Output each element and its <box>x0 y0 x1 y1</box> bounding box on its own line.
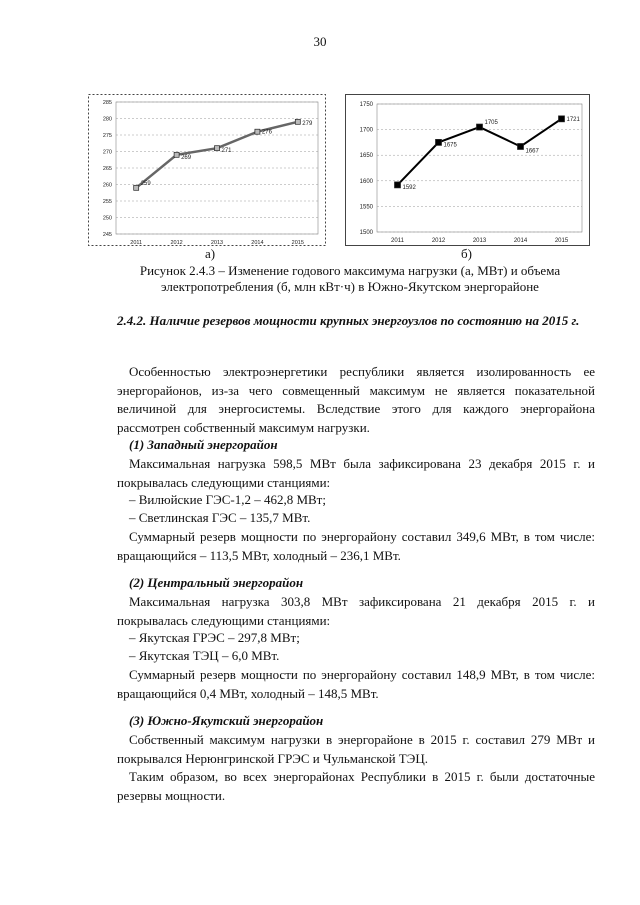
intro-paragraph: Особенностью электроэнергетики республики является изолированность ее энергорайонов, из-за чего совмещенный максимум не является показательной величиной для энергосистемы. Вследствие этого для каждого энергорайона рассмотрен собственный максимум нагрузки. <box>117 364 595 435</box>
section-heading: 2.4.2. Наличие резервов мощности крупных энергоузлов по состоянию на 2015 г. <box>117 313 580 328</box>
data-label: 271 <box>221 148 232 155</box>
y-tick-label: 265 <box>102 166 112 172</box>
data-label: 259 <box>140 180 151 187</box>
x-tick-label: 2012 <box>431 238 446 244</box>
data-label: 279 <box>302 120 313 127</box>
y-tick-label: 280 <box>102 116 112 123</box>
data-label: 1721 <box>566 116 580 123</box>
y-tick-label: 1700 <box>359 127 373 134</box>
data-label: 1592 <box>402 184 416 191</box>
west-station-1: – Вилюйские ГЭС-1,2 – 462,8 МВт; <box>129 492 326 507</box>
west-title: (1) Западный энергорайон <box>129 437 278 452</box>
data-label: 269 <box>181 154 192 161</box>
x-tick-label: 2013 <box>210 240 224 246</box>
data-point <box>255 129 260 134</box>
y-tick-label: 1600 <box>359 178 373 185</box>
west-max-text: Максимальная нагрузка 598,5 МВт была зафиксирована 23 декабря 2015 г. и покрывалась следующими станциями: <box>117 456 595 490</box>
data-point <box>174 152 179 157</box>
x-tick-label: 2014 <box>251 240 264 246</box>
y-tick-label: 270 <box>102 149 112 156</box>
data-point <box>436 139 442 145</box>
data-point <box>518 143 524 149</box>
y-tick-label: 1500 <box>359 230 373 236</box>
x-tick-label: 2013 <box>472 238 487 244</box>
chart-b-label: б) <box>461 246 472 261</box>
x-tick-label: 2012 <box>170 240 183 246</box>
page-number: 30 <box>313 34 327 49</box>
chart-a-label: а) <box>205 246 216 261</box>
y-tick-label: 1650 <box>359 153 373 160</box>
y-tick-label: 255 <box>102 199 112 205</box>
data-point <box>295 119 300 124</box>
data-label: 276 <box>261 129 272 136</box>
west-reserve-text: Суммарный резерв мощности по энергорайону составил 349,6 МВт, в том числе: вращающийся – 113,5 МВт, холодный – 236,1 МВт. <box>117 529 595 563</box>
y-tick-label: 250 <box>102 215 112 222</box>
caption-line-1: Рисунок 2.4.3 – Изменение годового максимума нагрузки (а, МВт) и объема <box>139 263 561 278</box>
chart-frame <box>346 95 590 246</box>
south-title: (3) Южно-Якутский энергорайон <box>129 713 324 728</box>
central-reserve-text: Суммарный резерв мощности по энергорайону составил 148,9 МВт, в том числе: вращающийся 0,4 МВт, холодный – 148,5 МВт. <box>117 667 595 701</box>
caption-line-2: электропотребления (б, млн кВт·ч) в Южно-Якутском энергорайоне <box>161 279 539 294</box>
south-max-text: Собственный максимум нагрузки в энергорайоне в 2015 г. составил 279 МВт и покрывался Нерюнгринской ГРЭС и Чульманской ТЭЦ. <box>117 732 595 766</box>
data-label: 1675 <box>443 142 457 149</box>
data-point <box>134 185 139 190</box>
x-tick-label: 2011 <box>130 240 143 246</box>
x-tick-label: 2011 <box>391 238 404 244</box>
x-tick-label: 2015 <box>554 238 569 244</box>
central-max-text: Максимальная нагрузка 303,8 МВт зафиксирована 21 декабря 2015 г. и покрывалась следующими станциями: <box>117 594 595 628</box>
central-station-1: – Якутская ГРЭС – 297,8 МВт; <box>129 630 300 645</box>
data-point <box>215 146 220 151</box>
y-tick-label: 1550 <box>359 204 373 211</box>
data-point <box>559 116 565 122</box>
chart-a <box>88 94 326 246</box>
data-point <box>477 124 483 130</box>
central-title: (2) Центральный энергорайон <box>129 575 304 590</box>
y-tick-label: 285 <box>102 100 112 106</box>
y-tick-label: 245 <box>102 232 112 238</box>
data-point <box>395 182 401 188</box>
x-tick-label: 2014 <box>513 238 528 244</box>
y-tick-label: 1750 <box>359 102 373 108</box>
data-label: 1667 <box>525 148 539 155</box>
chart-b <box>345 94 590 246</box>
west-station-2: – Светлинская ГЭС – 135,7 МВт. <box>129 510 311 525</box>
y-tick-label: 260 <box>102 182 112 189</box>
chart-frame <box>89 95 326 246</box>
figure-caption <box>110 263 590 295</box>
data-label: 1705 <box>484 120 498 127</box>
south-conclusion: Таким образом, во всех энергорайонах Республики в 2015 г. были достаточные резервы мощности. <box>117 769 595 803</box>
central-station-2: – Якутская ТЭЦ – 6,0 МВт. <box>129 648 280 663</box>
y-tick-label: 275 <box>102 133 112 139</box>
x-tick-label: 2015 <box>291 240 304 246</box>
